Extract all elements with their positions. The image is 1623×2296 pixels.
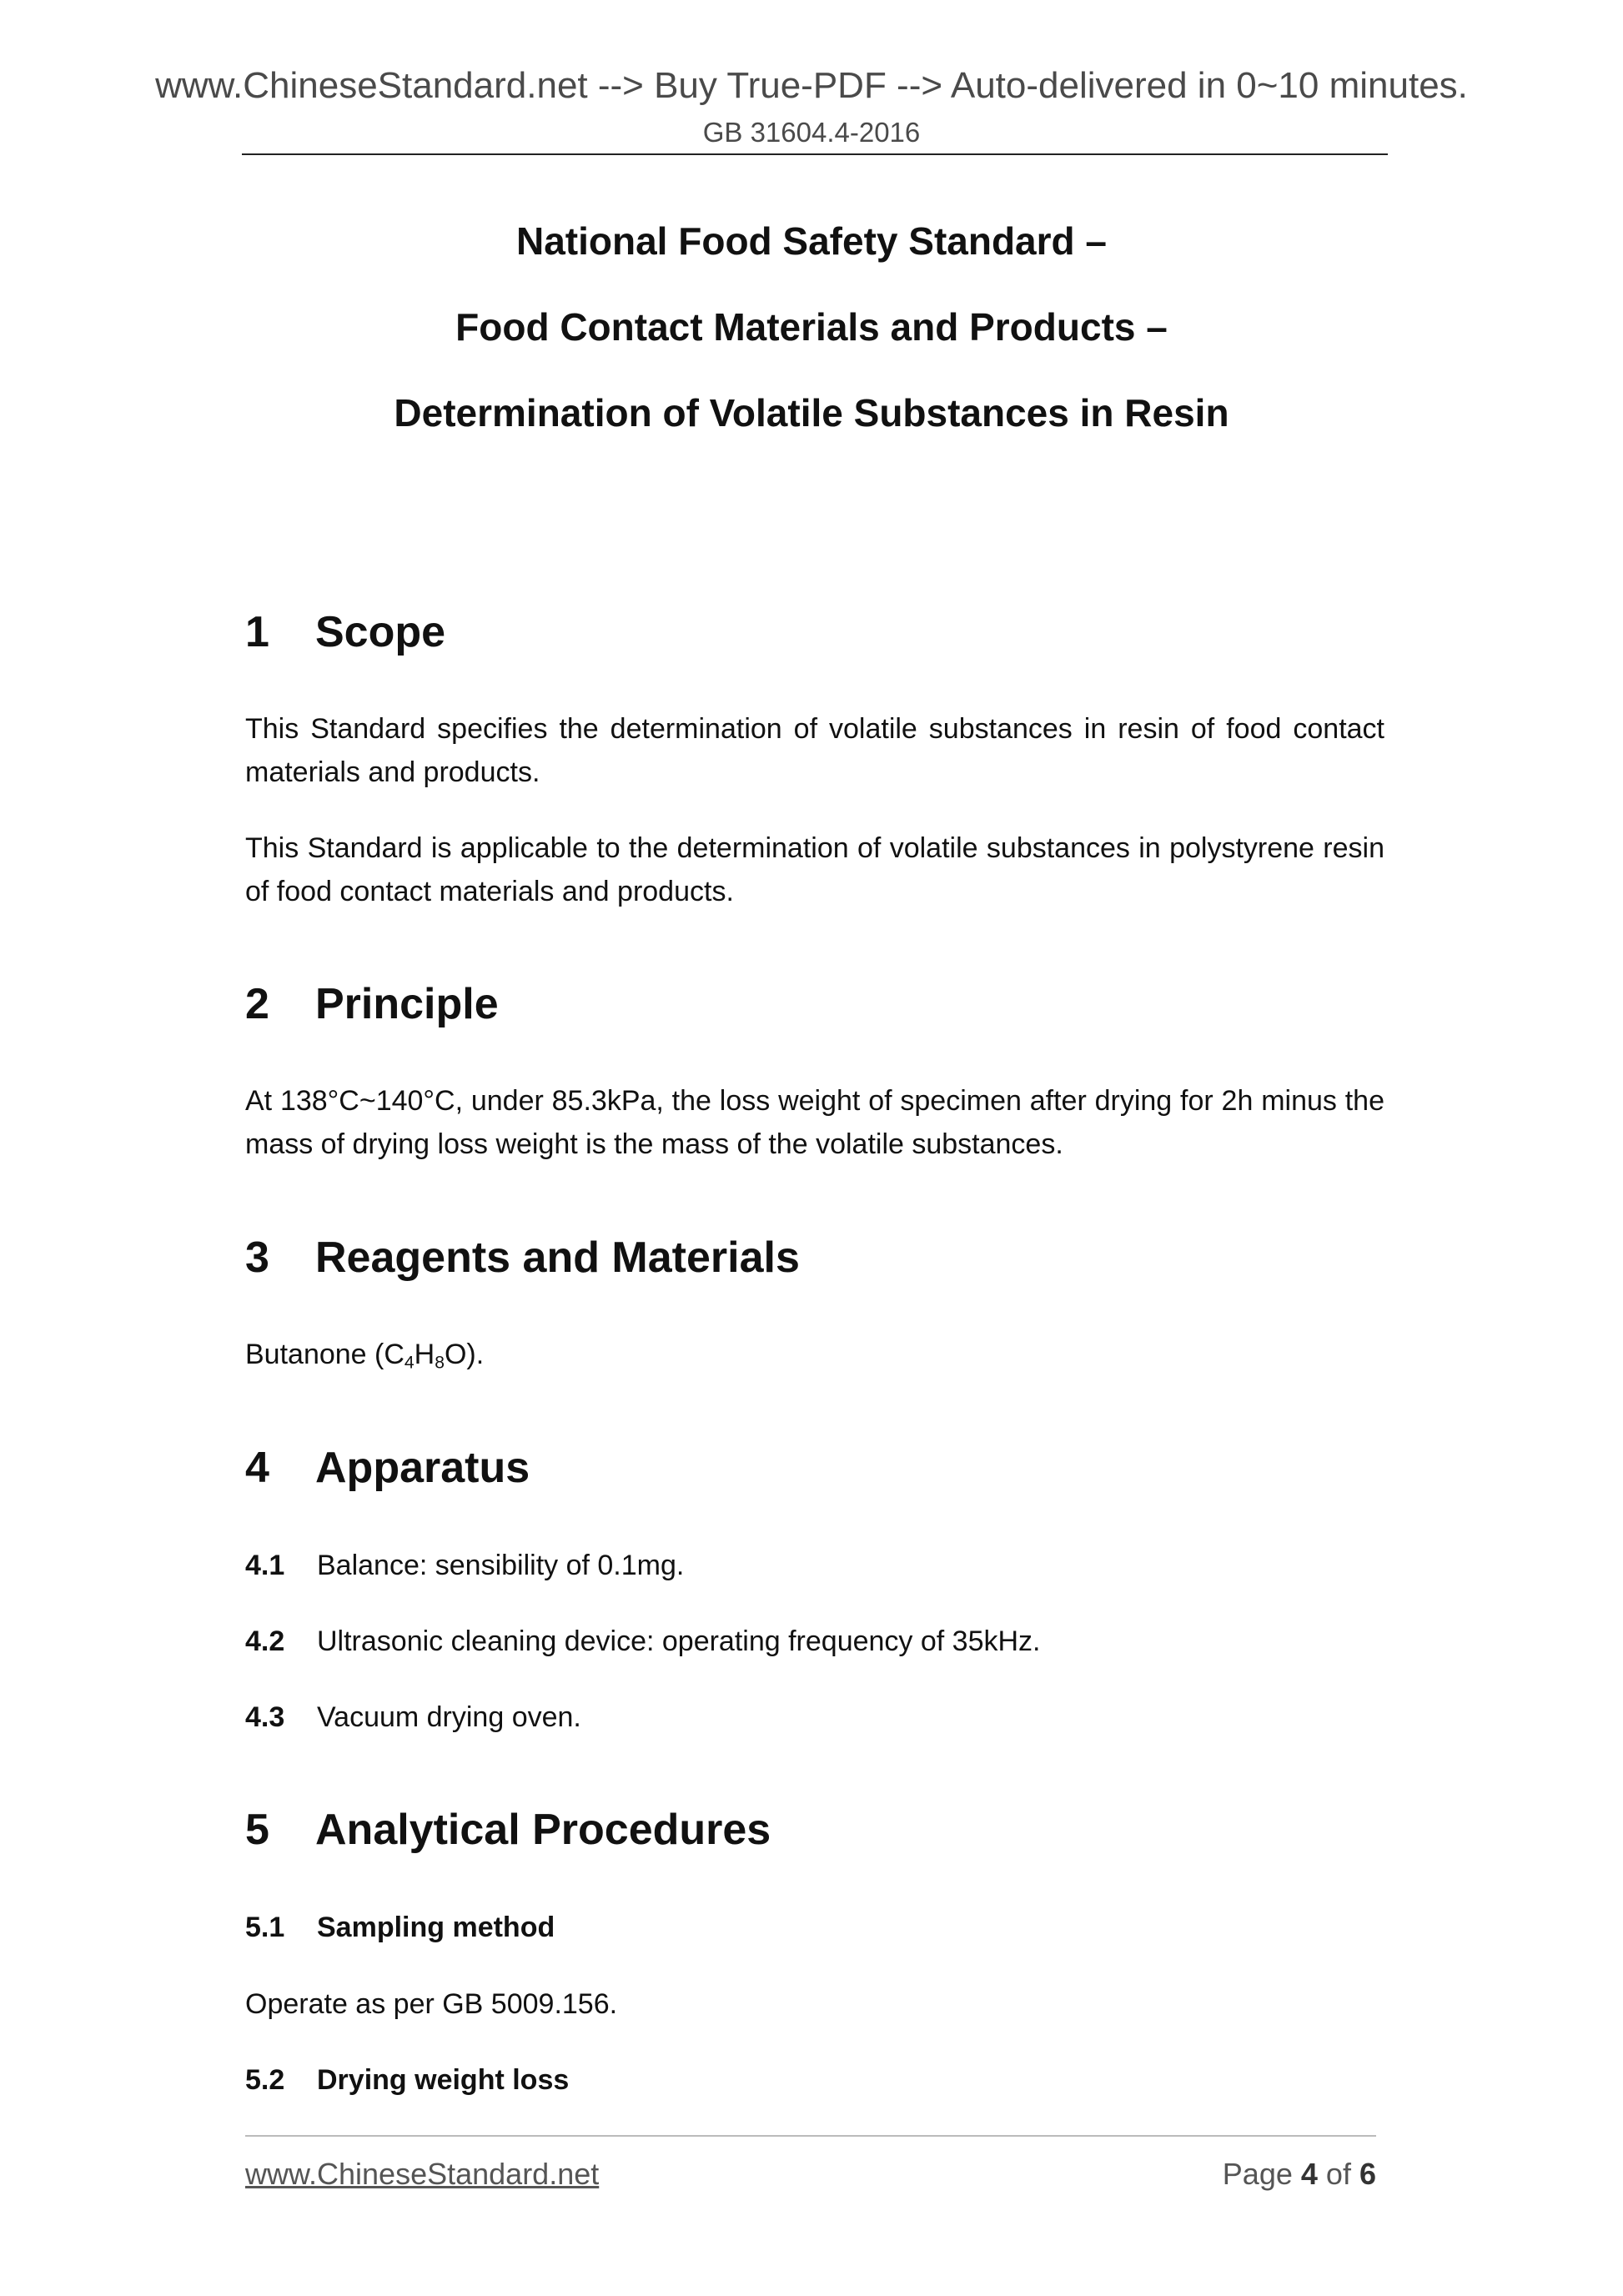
apparatus-item [245, 1550, 684, 1582]
item-number: 4.1 [245, 1550, 285, 1581]
section-heading-apparatus [245, 1443, 530, 1493]
section-number: 5 [245, 1806, 269, 1854]
subsection-number: 5.1 [245, 1912, 285, 1943]
section-number: 4 [245, 1444, 269, 1492]
section-heading-reagents [245, 1233, 800, 1283]
section-title: Reagents and Materials [315, 1233, 800, 1282]
page-label: Page [1222, 2157, 1293, 2191]
reagent-text-end: O). [444, 1339, 485, 1370]
footer-divider [245, 2135, 1376, 2137]
item-text: Vacuum drying oven. [317, 1701, 581, 1733]
scope-paragraph-1: This Standard specifies the determination of volatile substances in resin of food contact materials and products. [245, 713, 1384, 788]
item-number: 4.2 [245, 1625, 285, 1657]
item-text: Ultrasonic cleaning device: operating frequency of 35kHz. [317, 1625, 1041, 1657]
section-title: Apparatus [315, 1444, 530, 1492]
item-text: Balance: sensibility of 0.1mg. [317, 1550, 685, 1581]
subsection-heading-drying [245, 2064, 569, 2097]
document-number: GB 31604.4-2016 [702, 117, 921, 148]
item-number: 4.3 [245, 1701, 285, 1733]
reagent-subscript-carbon: 4 [404, 1353, 415, 1373]
reagent-subscript-hydrogen: 8 [435, 1353, 445, 1373]
scope-paragraph-2: This Standard is applicable to the determination of volatile substances in polystyrene resin of food contact materials and products. [245, 832, 1384, 907]
apparatus-item [245, 1625, 1040, 1658]
subsection-title: Sampling method [317, 1912, 555, 1943]
title-line-2: Food Contact Materials and Products – [455, 305, 1168, 349]
section-title: Principle [315, 980, 499, 1028]
total-pages-number: 6 [1359, 2157, 1376, 2191]
subsection-number: 5.2 [245, 2064, 285, 2096]
section-number: 2 [245, 980, 269, 1028]
section-heading-procedures [245, 1805, 771, 1855]
section-heading-principle [245, 979, 499, 1029]
reagent-text-hydrogen: H [414, 1339, 435, 1370]
reagents-paragraph [245, 1333, 1384, 1376]
sampling-text: Operate as per GB 5009.156. [245, 1988, 618, 2020]
page-of-label: of [1325, 2157, 1351, 2191]
section-title: Scope [315, 608, 446, 656]
apparatus-item [245, 1701, 581, 1734]
section-number: 1 [245, 608, 269, 656]
subsection-heading-sampling [245, 1912, 555, 1944]
section-title: Analytical Procedures [315, 1806, 771, 1854]
section-heading-scope [245, 607, 445, 657]
header-banner[interactable]: www.ChineseStandard.net --> Buy True-PDF --> Auto-delivered in 0~10 minutes. [155, 65, 1468, 106]
principle-paragraph: At 138°C~140°C, under 85.3kPa, the loss weight of specimen after drying for 2h minus the mass of drying loss weight is the mass of the volatile substances. [245, 1085, 1384, 1160]
page-indicator [1223, 2157, 1376, 2192]
footer-website-link[interactable]: www.ChineseStandard.net [245, 2157, 600, 2191]
current-page-number: 4 [1300, 2157, 1318, 2191]
title-line-1: National Food Safety Standard – [516, 219, 1107, 263]
reagent-text-start: Butanone (C [245, 1339, 404, 1370]
title-line-3: Determination of Volatile Substances in Resin [394, 391, 1229, 435]
header-divider [242, 153, 1388, 155]
section-number: 3 [245, 1233, 269, 1282]
subsection-title: Drying weight loss [317, 2064, 570, 2096]
